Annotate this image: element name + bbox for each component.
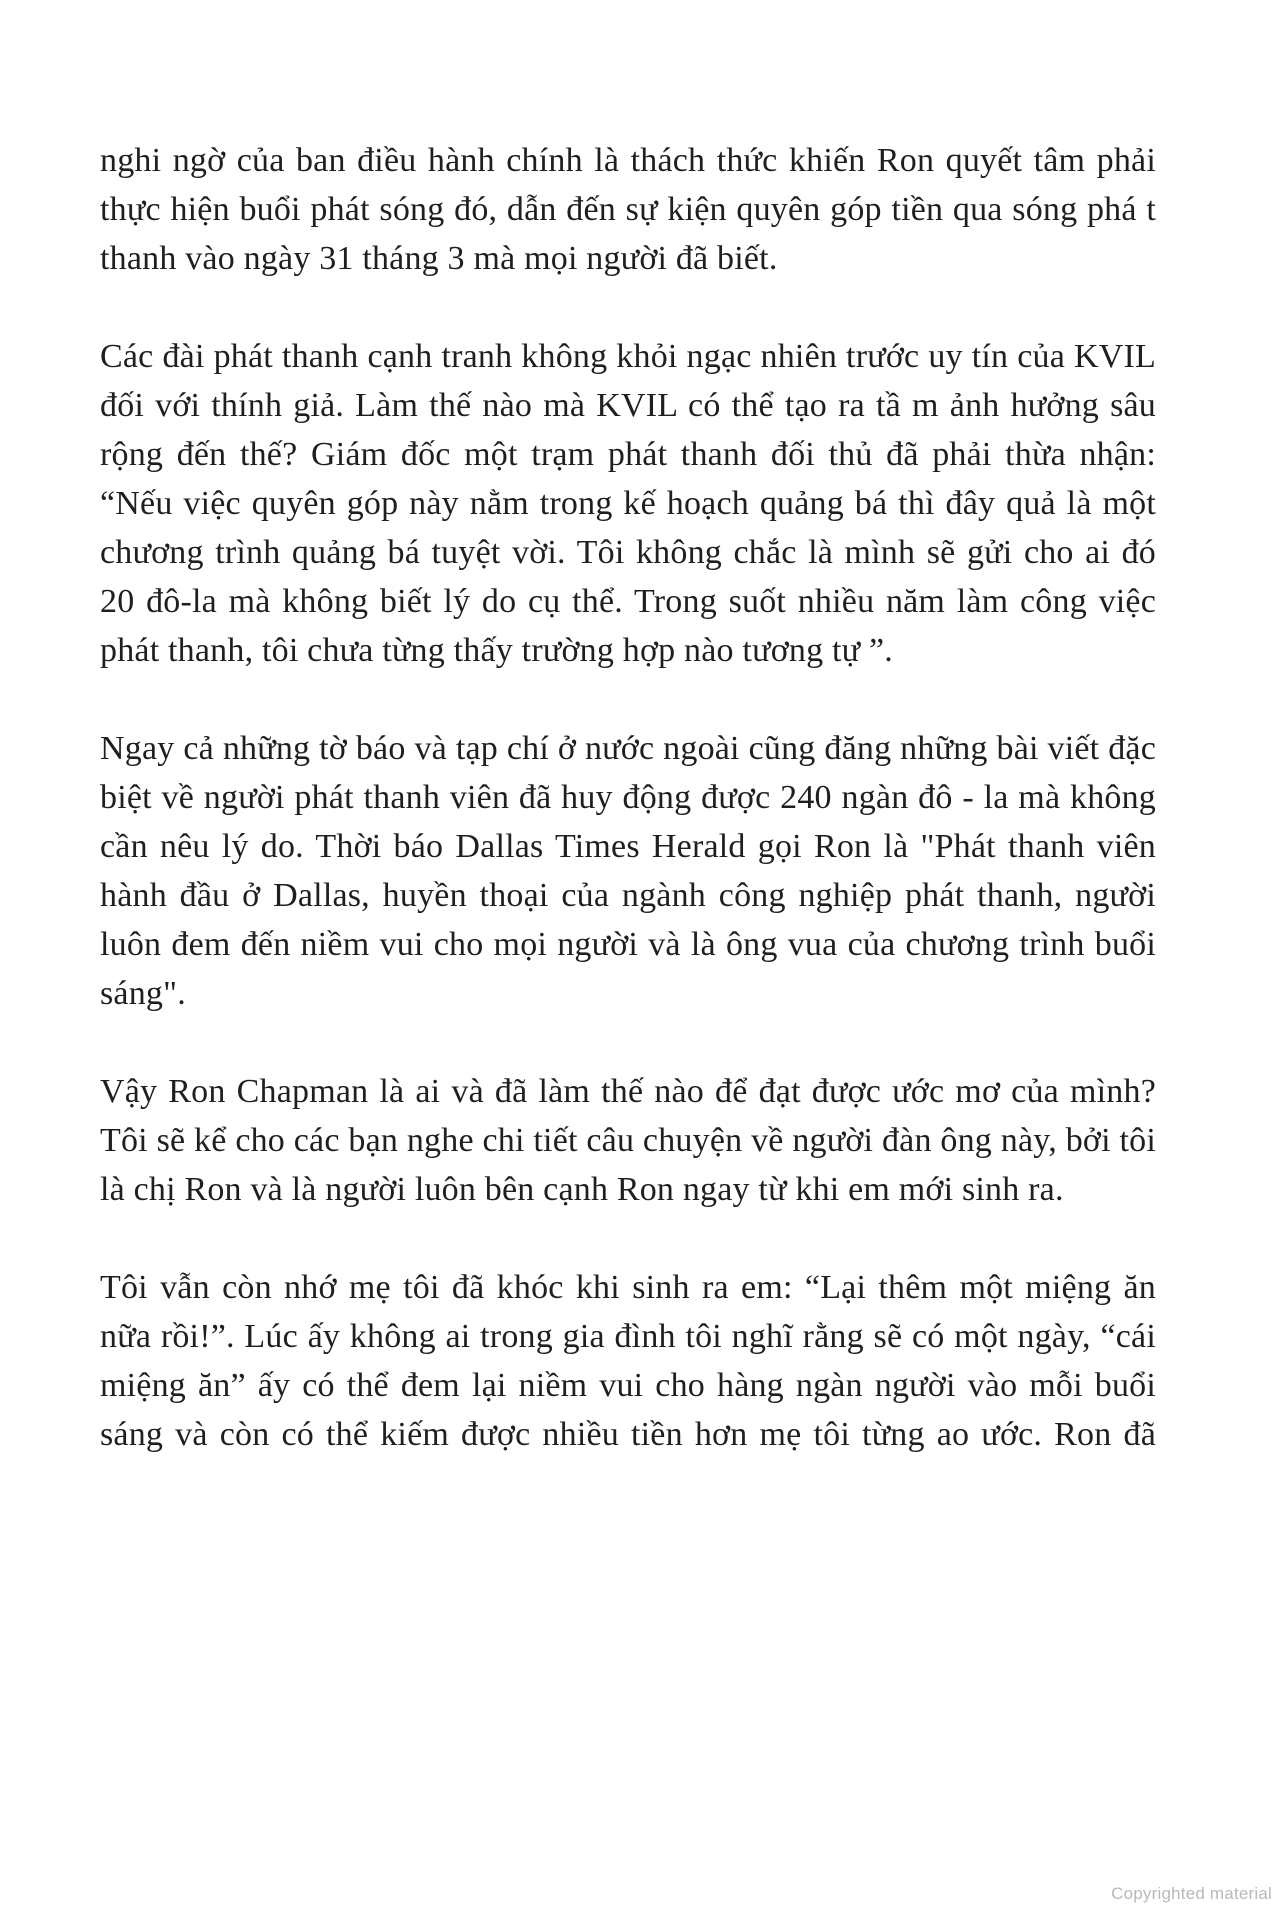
paragraph-5: Tôi vẫn còn nhớ mẹ tôi đã khóc khi sinh ra em: “Lại thêm một miệng ăn nữa rồi!”. Lúc ấy không ai trong gia đình tôi nghĩ rằng sẽ có một ngày, “cái miệng ăn” ấy có thể đem lại niềm vui cho hàng ngàn người vào mỗi buổi sáng và còn có thể kiếm được nhiều tiền hơn mẹ tôi từng ao ước. Ron đã (100, 1269, 1156, 1453)
copyright-watermark: Copyrighted material (1111, 1884, 1272, 1903)
paragraph-4: Vậy Ron Chapman là ai và đã làm thế nào để đạt được ước mơ của mình? Tôi sẽ kể cho các bạn nghe chi tiết câu chuyện về người đàn ông này, bởi tôi là chị Ron và là người luôn bên cạnh Ron ngay từ khi em mới sinh ra. (100, 1073, 1156, 1208)
paragraph-1: nghi ngờ của ban điều hành chính là thách thức khiến Ron quyết tâm phải thực hiện buổi phát sóng đó, dẫn đến sự kiện quyên góp tiền qua sóng phá t thanh vào ngày 31 tháng 3 mà mọi người đã biết. (100, 142, 1156, 277)
body-text (100, 136, 1156, 1459)
paragraph-3: Ngay cả những tờ báo và tạp chí ở nước ngoài cũng đăng những bài viết đặc biệt về người phát thanh viên đã huy động được 240 ngàn đô - la mà không cần nêu lý do. Thời báo Dallas Times Herald gọi Ron là "Phát thanh viên hành đầu ở Dallas, huyền thoại của ngành công nghiệp phát thanh, người luôn đem đến niềm vui cho mọi người và là ông vua của chương trình buổi sáng". (100, 730, 1156, 1012)
paragraph-2: Các đài phát thanh cạnh tranh không khỏi ngạc nhiên trước uy tín của KVIL đối với thính giả. Làm thế nào mà KVIL có thể tạo ra tầ m ảnh hưởng sâu rộng đến thế? Giám đốc một trạm phát thanh đối thủ đã phải thừa nhận: “Nếu việc quyên góp này nằm trong kế hoạch quảng bá thì đây quả là một chương trình quảng bá tuyệt vời. Tôi không chắc là mình sẽ gửi cho ai đó 20 đô-la mà không biết lý do cụ thể. Trong suốt nhiều năm làm công việc phát thanh, tôi chưa từng thấy trường hợp nào tương tự ”. (100, 338, 1156, 669)
